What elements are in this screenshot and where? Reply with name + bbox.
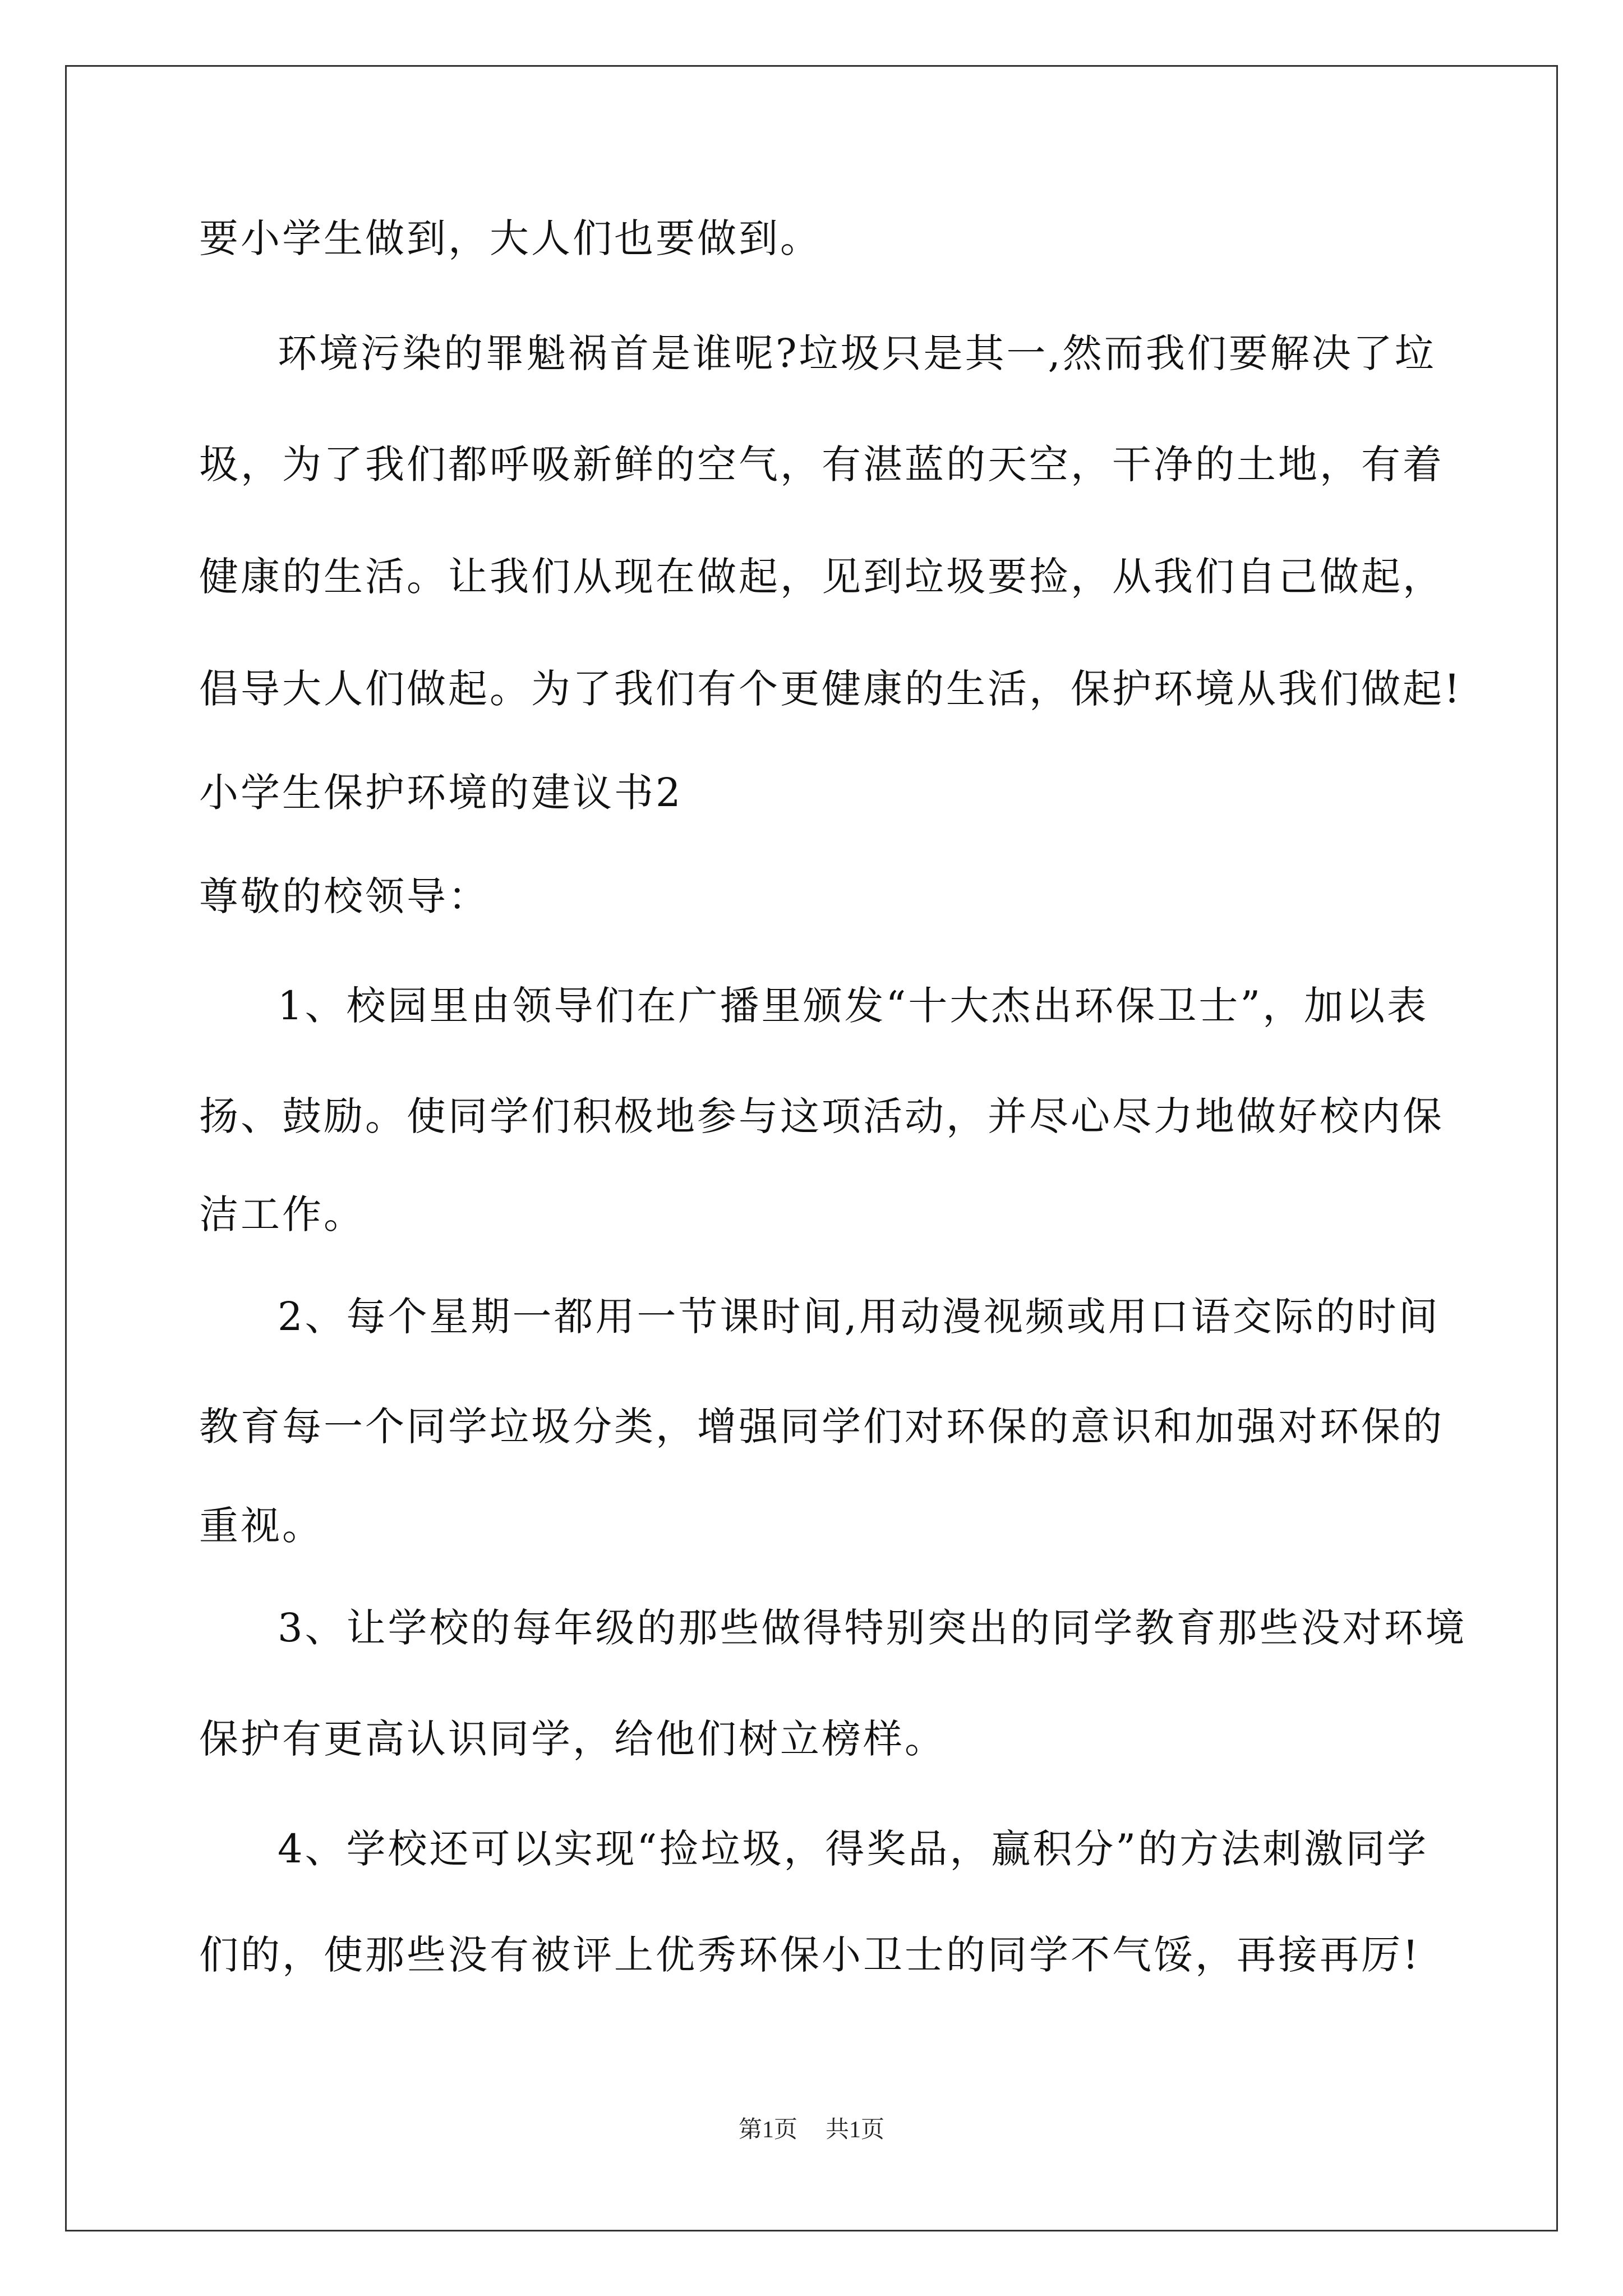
text-line: 健康的生活。让我们从现在做起，见到垃圾要捡，从我们自己做起，	[199, 554, 1444, 600]
section-heading: 小学生保护环境的建议书2	[199, 770, 683, 816]
salutation: 尊敬的校领导：	[199, 873, 490, 919]
text-line: 保护有更高认识同学，给他们树立榜样。	[199, 1716, 946, 1762]
text-line: 扬、鼓励。使同学们积极地参与这项活动，并尽心尽力地做好校内保	[199, 1093, 1444, 1139]
text-line: 倡导大人们做起。为了我们有个更健康的生活，保护环境从我们做起!	[199, 666, 1463, 712]
text-line: 4、学校还可以实现“捡垃圾，得奖品，赢积分”的方法刺激同学	[278, 1826, 1429, 1872]
text-line: 洁工作。	[199, 1191, 365, 1237]
text-line: 重视。	[199, 1503, 324, 1549]
text-line: 圾，为了我们都呼吸新鲜的空气，有湛蓝的天空，干净的土地，有着	[199, 441, 1444, 487]
text-line: 要小学生做到，大人们也要做到。	[199, 215, 822, 261]
page-total: 共1页	[826, 2117, 885, 2143]
text-line: 3、让学校的每年级的那些做得特别突出的同学教育那些没对环境	[278, 1605, 1467, 1651]
text-line: 2、每个星期一都用一节课时间,用动漫视频或用口语交际的时间	[278, 1294, 1440, 1340]
text-line: 1、校园里由领导们在广播里颁发“十大杰出环保卫士”，加以表	[278, 983, 1429, 1029]
text-line: 环境污染的罪魁祸首是谁呢?垃圾只是其一,然而我们要解决了垃	[278, 330, 1436, 376]
page-border	[65, 65, 1558, 2231]
text-line: 教育每一个同学垃圾分类，增强同学们对环保的意识和加强对环保的	[199, 1404, 1444, 1450]
page-footer	[0, 2116, 1623, 2144]
page-number: 第1页	[738, 2117, 797, 2143]
text-line: 们的，使那些没有被评上优秀环保小卫士的同学不气馁，再接再厉!	[199, 1932, 1421, 1978]
